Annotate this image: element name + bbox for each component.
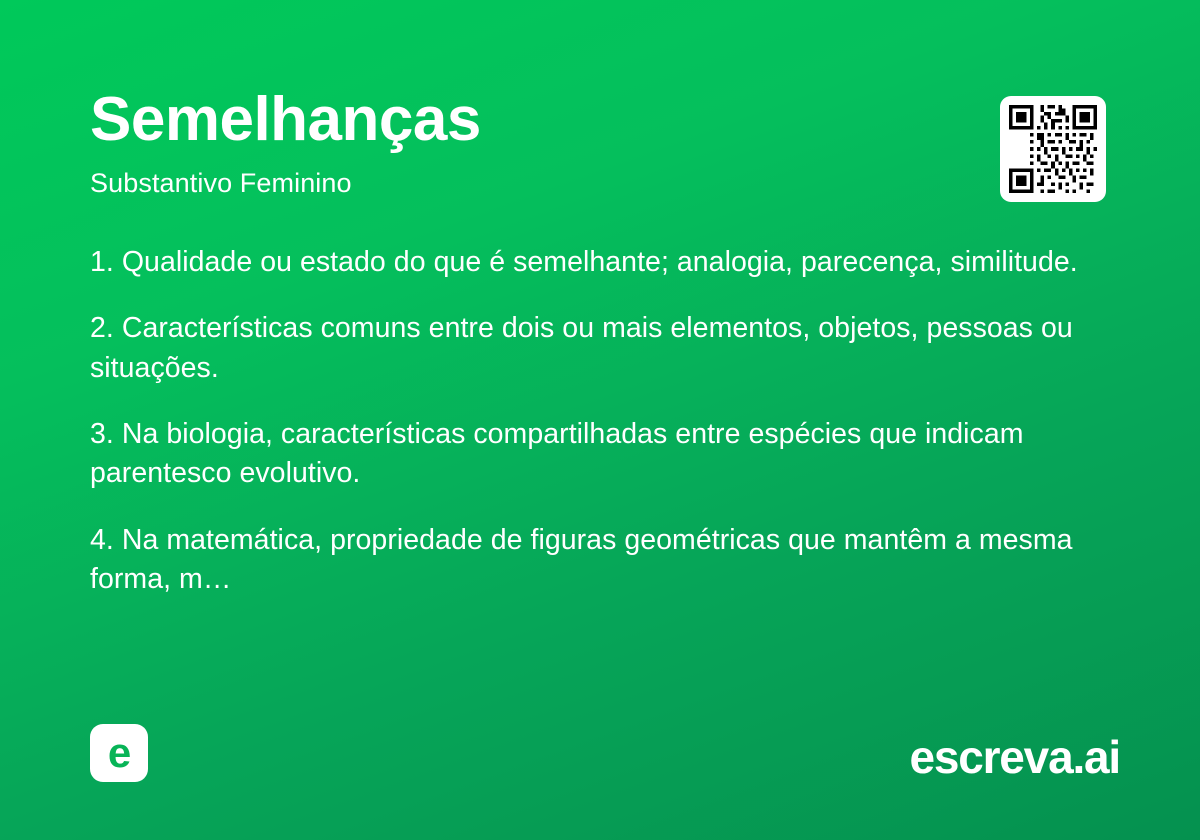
definition-list <box>90 243 1112 599</box>
definition-item: 4. Na matemática, propriedade de figuras geométricas que mantêm a mesma forma, m… <box>90 523 1073 595</box>
brand-wordmark: escreva.ai <box>909 731 1120 783</box>
word-class-label: Substantivo Feminino <box>90 168 352 198</box>
definition-item: 3. Na biologia, características compartilhadas entre espécies que indicam parentesco evolutivo. <box>90 417 1024 490</box>
qr-code-icon[interactable] <box>1000 96 1106 202</box>
page-title: Semelhanças <box>90 85 481 154</box>
definition-item: 1. Qualidade ou estado do que é semelhante; analogia, parecença, similitude. <box>90 246 1078 278</box>
definition-item: 2. Características comuns entre dois ou mais elementos, objetos, pessoas ou situações. <box>90 312 1073 384</box>
escreva-logo-icon[interactable]: e <box>90 724 148 782</box>
card-content <box>90 0 1120 840</box>
